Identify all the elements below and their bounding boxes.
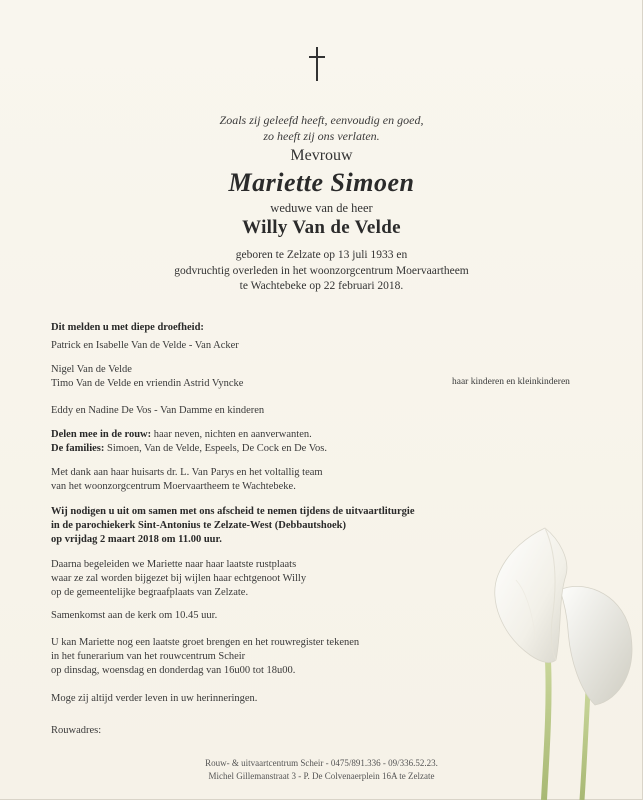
mourning-label: Delen mee in de rouw: <box>51 429 152 440</box>
family-list-3 <box>51 404 611 418</box>
footer-line: Rouw- & uitvaartcentrum Scheir - 0475/891.336 - 09/336.52.23. <box>205 758 438 768</box>
cross-icon <box>308 47 326 81</box>
invitation-line: op vrijdag 2 maart 2018 om 11.00 uur. <box>51 534 222 545</box>
quote-line: zo heeft zij ons verlaten. <box>263 129 380 143</box>
announcement <box>51 321 611 335</box>
footer <box>0 757 643 783</box>
announce-line: Dit melden u met diepe droefheid: <box>51 322 204 333</box>
address-label: Rouwadres: <box>51 725 102 736</box>
family-list <box>51 339 611 353</box>
burial-line: Daarna begeleiden we Mariette naar haar laatste rustplaats <box>51 559 297 570</box>
birth-death-details <box>0 248 643 295</box>
invitation-line: Wij nodigen u uit om samen met ons afscheid te nemen tijdens de uitvaartliturgie <box>51 506 415 517</box>
footer-line: Michel Gillemanstraat 3 - P. De Colvenaerplein 16A te Zelzate <box>208 771 435 781</box>
mourning-section <box>51 428 611 456</box>
family-side-note: haar kinderen en kleinkinderen <box>452 377 570 387</box>
family-line: Timo Van de Velde en vriendin Astrid Vyncke <box>51 378 244 389</box>
memory-line: Moge zij altijd verder leven in uw herinneringen. <box>51 693 258 704</box>
thanks-line: van het woonzorgcentrum Moervaartheem te Wachtebeke. <box>51 481 296 492</box>
thanks-section <box>51 466 611 494</box>
invitation-line: in de parochiekerk Sint-Antonius te Zelzate-West (Debbautshoek) <box>51 520 346 531</box>
families-line <box>51 442 611 456</box>
gathering-line: Samenkomst aan de kerk om 10.45 uur. <box>51 610 218 621</box>
title: Mevrouw <box>290 147 353 164</box>
deceased-name: Mariette Simoen <box>228 168 415 197</box>
born-line: godvruchtig overleden in het woonzorgcentrum Moervaartheem <box>174 264 469 277</box>
farewell-line: op dinsdag, woensdag en donderdag van 16u00 tot 18u00. <box>51 665 296 676</box>
mourning-line <box>51 428 611 442</box>
husband-name: Willy Van de Velde <box>242 217 401 238</box>
family-line: Eddy en Nadine De Vos - Van Damme en kinderen <box>51 405 265 416</box>
family-line: Patrick en Isabelle Van de Velde - Van Acker <box>51 340 239 351</box>
families-label: De families: <box>51 443 105 454</box>
burial-line: waar ze zal worden bijgezet bij wijlen haar echtgenoot Willy <box>51 573 307 584</box>
quote <box>0 112 643 144</box>
farewell-line: U kan Mariette nog een laatste groet brengen en het rouwregister tekenen <box>51 637 360 648</box>
thanks-line: Met dank aan haar huisarts dr. L. Van Parys en het voltallig team <box>51 467 323 478</box>
farewell-line: in het funerarium van het rouwcentrum Scheir <box>51 651 246 662</box>
quote-line: Zoals zij geleefd heeft, eenvoudig en goed, <box>219 113 424 127</box>
born-line: geboren te Zelzate op 13 juli 1933 en <box>235 249 408 261</box>
widow-line: weduwe van de heer <box>270 201 373 215</box>
burial-line: op de gemeentelijke begraafplaats van Zelzate. <box>51 587 249 598</box>
born-line: te Wachtebeke op 22 februari 2018. <box>239 280 404 292</box>
mourning-text: haar neven, nichten en aanverwanten. <box>151 429 312 440</box>
families-text: Simoen, Van de Velde, Espeels, De Cock en De Vos. <box>104 443 327 454</box>
family-line: Nigel Van de Velde <box>51 364 132 375</box>
